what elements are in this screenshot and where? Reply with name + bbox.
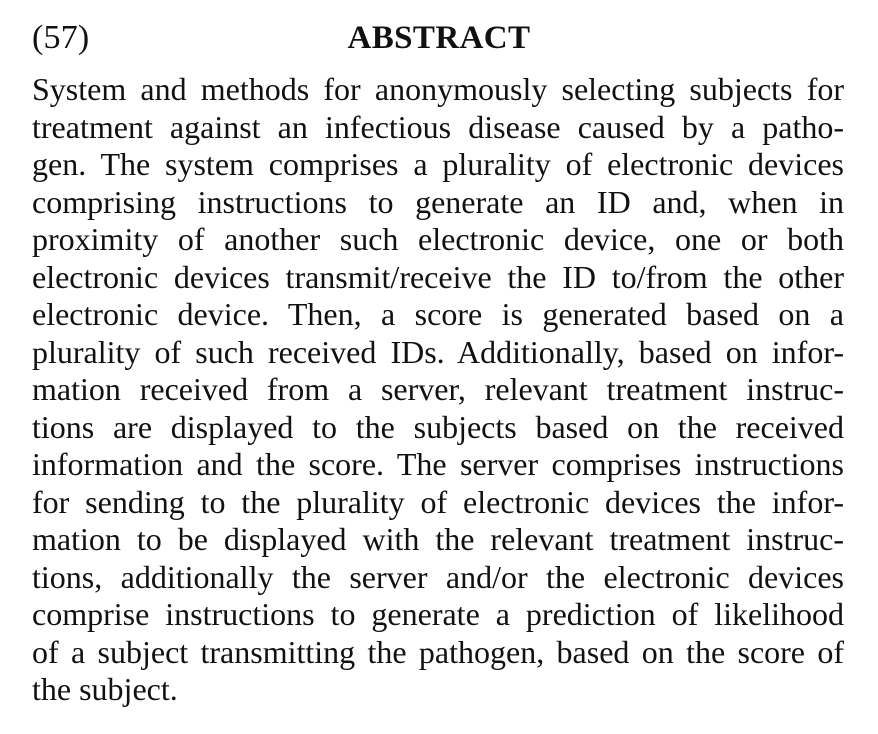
abstract-line-9: mation received from a server, relevant treatment instruc- [32,371,844,407]
abstract-line-3: gen. The system comprises a plurality of electronic devices [32,146,844,182]
abstract-line-2: treatment against an infectious disease caused by a patho- [32,108,844,145]
abstract-line-11: information and the score. The server comprises instructions [32,446,844,482]
abstract-line-4: comprising instructions to generate an ID and, when in [32,183,844,220]
abstract-line-8: plurality of such received IDs. Additionally, based on infor- [32,333,844,370]
abstract-line-13: mation to be displayed with the relevant treatment instruc- [32,521,844,557]
abstract-title: ABSTRACT [347,20,531,56]
section-number: (57) [32,19,90,56]
abstract-line-15: comprise instructions to generate a prediction of likelihood [32,596,844,632]
abstract-text [32,71,844,709]
abstract-header [0,0,878,70]
abstract-line-16: of a subject transmitting the pathogen, based on the score of [32,633,844,670]
abstract-line-7: electronic device. Then, a score is generated based on a [32,296,844,332]
abstract-line-12: for sending to the plurality of electronic devices the infor- [32,483,844,520]
abstract-line-6: electronic devices transmit/receive the ID to/from the other [32,258,844,295]
abstract-line-17: the subject. [32,671,178,707]
abstract-line-14: tions, additionally the server and/or the electronic devices [32,558,844,595]
abstract-line-10: tions are displayed to the subjects based on the received [32,408,844,445]
abstract-line-1: System and methods for anonymously selecting subjects for [32,71,844,107]
abstract-line-5: proximity of another such electronic device, one or both [32,221,844,257]
